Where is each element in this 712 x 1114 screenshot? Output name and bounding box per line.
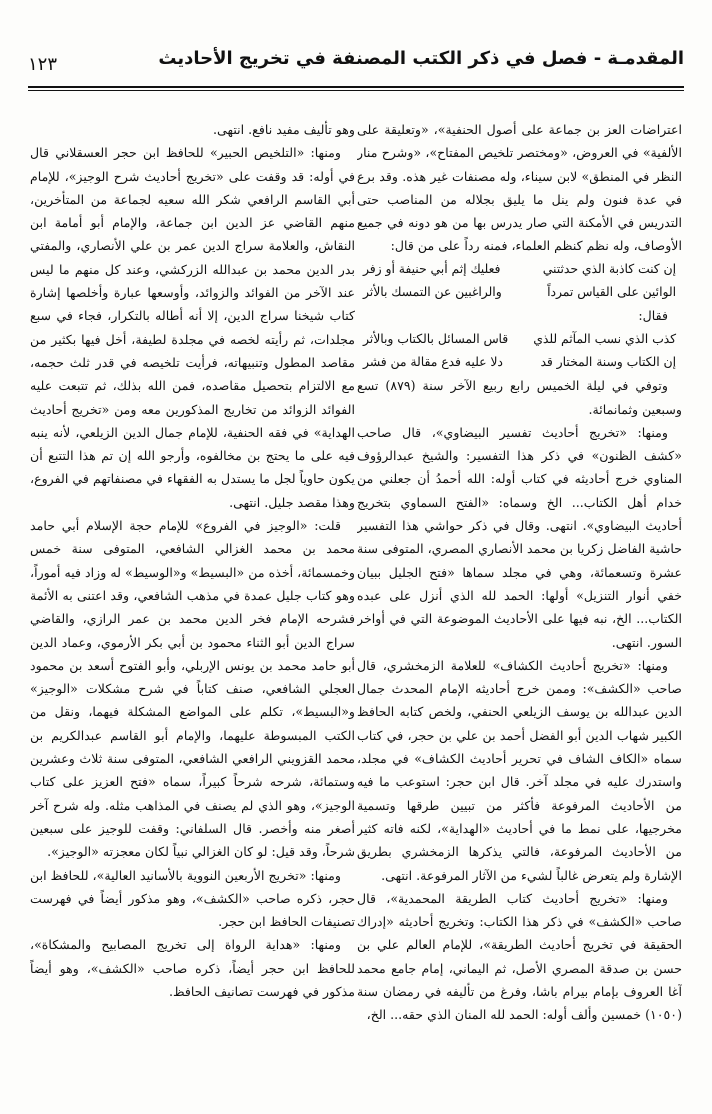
verse-line — [357, 258, 682, 281]
verse-hemistich: كذب الذي نسب المآثم للذي — [533, 331, 676, 346]
verse-intro: فقال: — [638, 308, 668, 324]
verse-line — [357, 351, 682, 374]
paragraph: ومنها: «تخريج الأربعين النووية بالأسانيد العالية»، للحافظ ابن حجر، ذكره صاحب «الكشف»، وهو مذكور أيضاً في فهرست تصنيفات الحافظ ابن حجر. — [30, 867, 355, 930]
paragraph: ومنها: «تخريج أحاديث كتاب الطريقة المحمدية»، قال صاحب «الكشف» في ذكر هذا الكتاب: وتخريج أحاديثه «إدراك الحقيقة في تخريج أحاديث الطريقة»، للإمام العالم علي بن حسن بن صدقة المصري الأصل، ثم اليماني، إمام جامع محمد آغا العروف بإمام بيرام باشا، وفرغ من تأليفه في رمضان سنة (١٠٥٠) خمسين وألف أوله: الحمد لله المنان الذي حقه... الخ، — [357, 890, 682, 1023]
page-header — [28, 44, 684, 78]
paragraph: ومنها: «تخريج أحاديث الكشاف» للعلامة الزمخشري، قال صاحب «الكشف»: وممن خرج أحاديثه الإمام المحدث جمال الدين عبدالله بن يوسف الزيلعي الحنفي، ولخص كتابه الحافظ الكبير شهاب الدين أبو الفضل أحمد بن علي بن حجر، في كتاب سماه «الكاف الشاف في تحرير أحاديث الكشاف» في مجلد، واستدرك عليه في مجلد آخر. قال ابن حجر: استوعب ما فيه من الأحاديث المرفوعة فأكثر من تبيين طرقها وتسمية مخرجيها، على نمط ما في أحاديث «الهداية»، لكنه فاته كثير من الأحاديث المرفوعة، فالتي يذكرها الزمخشري بطريق الإشارة ولم يتعرض غالباً لشيء من الآثار المرفوعة. انتهى. — [357, 657, 682, 883]
right-column — [357, 118, 682, 1078]
paragraph: وتوفي في ليلة الخميس رابع ربيع الآخر سنة (٨٧٩) تسع وسبعين وثمانمائة. — [357, 378, 682, 417]
verse-hemistich: إن الكتاب وسنة المختار قد — [540, 354, 676, 369]
paragraph: اعتراضات العز بن جماعة على أصول الحنفية»، «وتعليقة على الألفية» في العروض، «ومختصر تلخيص المفتاح»، «وشرح منار النظر في المنطق» لابن سيناء، وله مصنفات غير هذه. وقد برع في عدة فنون ولم ينل ما يليق بجلاله من المناصب حتى التدريس في الأمكنة التي صار يدرس بها من هو دونه في جميع الأوصاف، وله نظم كنظم العلماء، فمنه رداً على من قال: — [357, 122, 682, 254]
paragraph: قلت: «الوجيز في الفروع» للإمام حجة الإسلام أبي حامد محمد بن محمد الغزالي الشافعي، المتوفى سنة خمس وخمسمائة، أخذه من «البسيط» و«الوسيط» له وزاد فيه أموراً، وهو كتاب جليل عمدة في مذهب الشافعي، وقد اعتنى به الأئمة فشرحه الإمام فخر الدين محمد بن عمر الرازي، والقاضي سراج الدين أبو الثناء محمود بن أبي بكر الأرموي، وعماد الدين أبو حامد محمد بن يونس الإربلي، وأبو الفتوح أسعد بن محمود العجلي الشافعي، صنف كتاباً في شرح مشكلات «الوجيز» و«البسيط»، تكلم على المواضع المشكلة فيهما، ونقل من الكتب المبسوطة عليهما، والإمام أبو القاسم عبدالكريم بن محمد القزويني الرافعي الشافعي، المتوفى سنة ثلاث وعشرين وستمائة، شرحه شرحاً كبيراً، سماه «فتح العزيز على كتاب الوجيز»، وهو الذي لم يصنف في المذاهب مثله. وله شرح آخر أصغر منه وأخصر. قال السلفاني: وقفت للوجيز على سبعين شرحاً، وقد قيل: لو كان الغزالي نبياً لكان معجزته «الوجيز». — [30, 518, 355, 860]
paragraph: ومنها: «هداية الرواة إلى تخريج المصابيح والمشكاة»، للحافظ ابن حجر أيضاً، ذكره صاحب «الكشف»، وهو أيضاً مذكور في فهرست تصانيف الحافظ. — [30, 937, 355, 999]
verse-hemistich: قاس المسائل بالكتاب وبالأثر — [363, 331, 509, 346]
verse-hemistich: الوائين على القياس تمرداً — [547, 285, 676, 300]
page-number: ١٢٣ — [28, 54, 58, 75]
left-column — [30, 118, 355, 1078]
verse-hemistich: دلا عليه فدع مقالة من فشر — [363, 354, 503, 369]
paragraph: ومنها: «التلخيص الحبير» للحافظ ابن حجر العسقلاني قال في أوله: قد وقفت على «تخريج أحاديث شرح الوجيز»، للإمام أبي القاسم الرافعي شكر الله سعيه لجماعة من المتأخرين، منهم القاضي عز الدين ابن جماعة، والإمام أبو أمامة ابن النقاش، والعلامة سراج الدين عمر بن علي الأنصاري، والمفتي بدر الدين محمد بن عبدالله الزركشي، وعند كل منهم ما ليس عند الآخر من الفوائد والزوائد، وأوسعها عبارة وأخلصها إشارة كتاب شيخنا سراج الدين، إلا أنه أطاله بالتكرار، فجاء في سبع مجلدات، ثم رأيته لخصه في مجلدة لطيفة، أخل فيها بكثير من مقاصد المطول وتنبيهاته، فرأيت تلخيصه في قدر ثلث حجمه، مع الالتزام بتحصيل مقاصده، فمن الله بذلك، ثم تتبعت عليه الفوائد الزوائد من تخاريج المذكورين معه ومن «تخريج أحاديث الهداية» في فقه الحنفية، للإمام جمال الدين الزيلعي، لأنه ينبه فيه على ما يحتج بن مخالفوه، وأرجو الله إن تم هذا التتبع أن يكون حاوياً لجل ما يستدل به الفقهاء في مصنفاتهم في الفروع، وهذا مقصد جليل. انتهى. — [30, 145, 355, 510]
verse-hemistich: والراغبين عن التمسك بالأثر — [363, 285, 502, 300]
verse-hemistich: فعليك إثم أبي حنيفة أو زفر — [363, 261, 501, 276]
verse-line — [357, 281, 682, 304]
verse-hemistich: إن كنت كاذبة الذي حدثتني — [542, 261, 676, 276]
running-header-title: المقدمـة - فصل في ذكر الكتب المصنفة في تخريج الأحاديث — [158, 48, 684, 69]
header-rule-thin — [28, 90, 684, 91]
paragraph: ومنها: «تخريج أحاديث تفسير البيضاوي»، قال صاحب «كشف الظنون» في ذكر هذا التفسير: والشيخ عبدالرؤوف المناوي خرج أحاديثه في كتاب أوله: الله أحمدُ أن جعلني من خدام أهل الكتاب... الخ وسماه: «الفتح السماوي بتخريج أحاديث البيضاوي». انتهى. وقال في ذكر حواشي هذا التفسير حاشية الفاضل زكريا بن محمد الأنصاري المصري، المتوفى سنة عشرة وتسعمائة، وهي في مجلد سماها «فتح الجليل ببيان خفي أنوار التنزيل» أولها: الحمد لله الذي أنزل على عبده الكتاب... الخ، نبه فيها على الأحاديث الموضوعة التي في أواخر السور. انتهى. — [357, 424, 682, 650]
verse-line — [357, 328, 682, 351]
header-rule — [28, 86, 684, 88]
paragraph: وهو تأليف مفيد نافع. انتهى. — [213, 122, 355, 137]
